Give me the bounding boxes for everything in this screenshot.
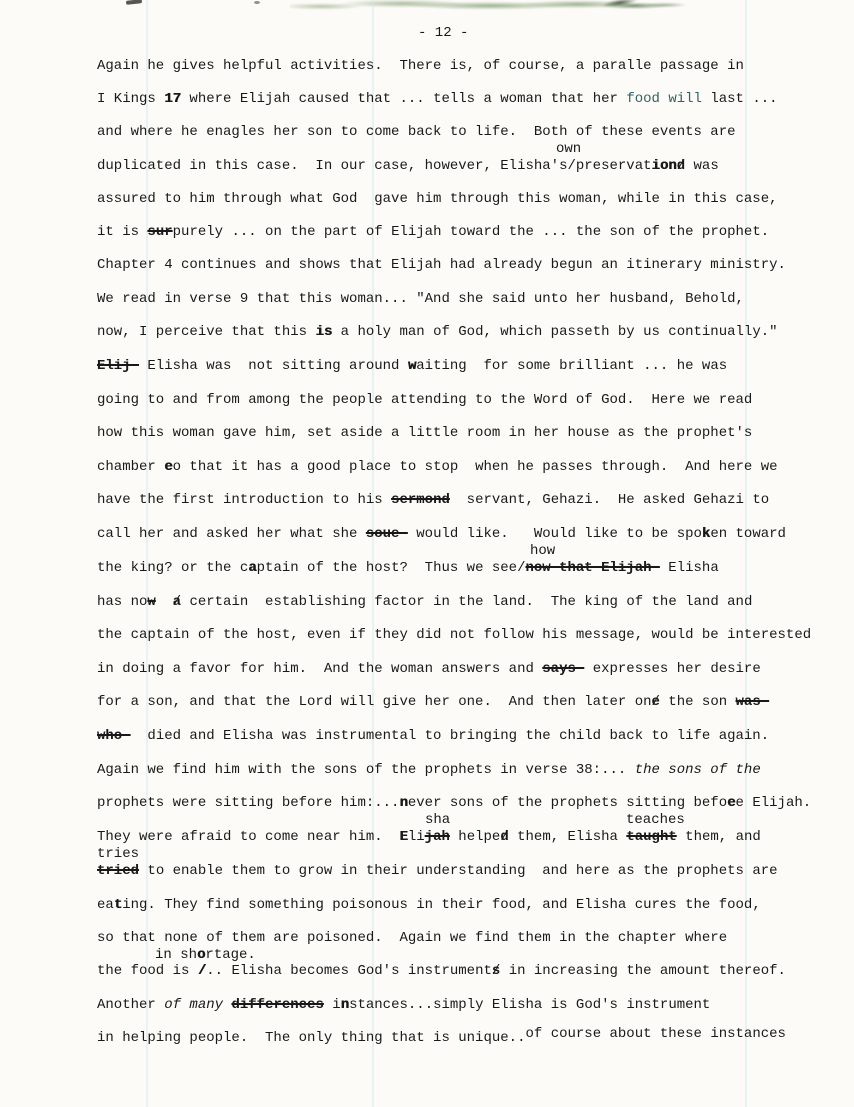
text-line bbox=[97, 930, 727, 947]
overtyped-text: t bbox=[113, 897, 123, 913]
text-segment: o that it has a good place to stop when he passes through. And here we bbox=[172, 459, 778, 475]
slashed-character: a / bbox=[173, 594, 181, 610]
text-segment: the food is bbox=[97, 963, 198, 979]
text-segment: chamber bbox=[97, 459, 165, 475]
text-segment: going to and from among the people attending to the Word of God. Here we read bbox=[97, 392, 753, 408]
text-line bbox=[97, 762, 761, 779]
text-line bbox=[97, 358, 727, 375]
text-segment: food will bbox=[626, 91, 702, 107]
scan-speck bbox=[254, 1, 260, 4]
text-line bbox=[97, 191, 778, 208]
text-line bbox=[97, 492, 769, 509]
text-line bbox=[97, 58, 744, 75]
overtyped-text: e bbox=[727, 795, 736, 811]
text-segment: tries bbox=[97, 846, 140, 862]
text-segment: now, I perceive that this bbox=[97, 324, 316, 340]
text-segment: prophets were sitting before him:... bbox=[97, 795, 400, 811]
text-segment: in doing a favor for him. And the woman answers and bbox=[97, 661, 543, 677]
text-segment: the king? or the c bbox=[97, 560, 249, 576]
struck-through-text: differences bbox=[231, 997, 324, 1013]
slashed-character: e / bbox=[652, 694, 660, 710]
text-segment: ea bbox=[97, 897, 114, 913]
overtyped-text: / bbox=[197, 963, 207, 979]
text-line bbox=[97, 963, 786, 980]
text-segment: aiting for some brilliant ... he was bbox=[416, 358, 728, 374]
text-segment: how this woman gave him, set aside a little room in her house as the prophet's bbox=[97, 425, 753, 441]
text-segment: They were afraid to come near him. bbox=[97, 829, 400, 845]
text-segment: how bbox=[530, 543, 556, 559]
overtyped-text: a bbox=[248, 560, 257, 576]
struck-through-text: sermond bbox=[391, 492, 450, 508]
struck-through-text: who- bbox=[97, 728, 131, 744]
inserted-correction-word bbox=[530, 543, 555, 560]
text-segment: them, Elisha bbox=[508, 829, 627, 845]
text-segment: a holy man of God, which passeth by us continually." bbox=[332, 324, 778, 340]
text-segment: purely ... on the part of Elijah toward the ... the son of the prophet. bbox=[172, 224, 770, 240]
text-line bbox=[97, 997, 710, 1014]
inserted-correction-word bbox=[97, 846, 139, 863]
text-segment: teaches bbox=[626, 812, 685, 828]
slashed-character: d / bbox=[677, 158, 685, 174]
text-line bbox=[97, 257, 786, 274]
text-line bbox=[97, 291, 744, 308]
text-segment: ptain of the host? Thus we see/ bbox=[256, 560, 526, 576]
inserted-correction-word bbox=[425, 812, 450, 829]
scan-streak-artifact bbox=[745, 0, 747, 1107]
overtyped-text: o bbox=[197, 947, 206, 963]
struck-through-text: taught bbox=[626, 829, 677, 845]
struck-through-text: says- bbox=[542, 661, 585, 677]
text-segment: rtage. bbox=[205, 947, 256, 963]
text-segment: Another bbox=[97, 997, 165, 1013]
overtyped-text: w bbox=[407, 358, 417, 374]
inserted-correction-word bbox=[155, 947, 256, 964]
text-line bbox=[97, 459, 778, 476]
text-line bbox=[97, 526, 786, 543]
text-segment: Elisha was not sitting around bbox=[139, 358, 408, 374]
struck-through-text: tried bbox=[97, 863, 140, 879]
text-segment: in sh bbox=[155, 947, 198, 963]
text-segment: Again he gives helpful activities. There is, of course, a paralle passage in bbox=[97, 58, 744, 74]
overtyped-text: n bbox=[399, 795, 408, 811]
text-line bbox=[97, 224, 769, 241]
struck-through-text: was- bbox=[735, 694, 770, 710]
page-number: - 12 - bbox=[418, 25, 469, 41]
text-segment: .. Elisha becomes God's instrument bbox=[206, 963, 492, 979]
text-line bbox=[97, 425, 752, 442]
text-segment: Chapter 4 continues and shows that Elijah had already begun an itinerary ministry. bbox=[97, 257, 786, 273]
text-line bbox=[97, 124, 736, 141]
text-line bbox=[97, 661, 761, 678]
text-segment: has no bbox=[97, 594, 148, 610]
inserted-correction-word bbox=[626, 812, 685, 829]
text-line bbox=[97, 91, 778, 108]
text-segment: assured to him through what God gave him through this woman, while in this case, bbox=[97, 191, 778, 207]
slashed-character: d / bbox=[500, 829, 508, 845]
text-segment: was bbox=[685, 158, 719, 174]
text-line bbox=[97, 627, 811, 644]
text-segment: Elisha bbox=[659, 560, 719, 576]
slashed-character: s / bbox=[492, 963, 500, 979]
text-segment bbox=[156, 594, 173, 610]
text-line bbox=[97, 795, 811, 812]
text-segment: and where he enagles her son to come back to life. Both of these events are bbox=[97, 124, 736, 140]
overtyped-text: ion bbox=[651, 158, 677, 174]
text-segment: died and Elisha was instrumental to bringing the child back to life again. bbox=[130, 728, 770, 744]
inserted-correction-word bbox=[556, 141, 581, 158]
text-line bbox=[97, 1026, 786, 1047]
text-segment: stances...simply Elisha is God's instrument bbox=[349, 997, 711, 1013]
text-segment: in increasing the amount thereof. bbox=[500, 963, 786, 979]
text-segment: We read in verse 9 that this woman... "And she said unto her husband, Behold, bbox=[97, 291, 744, 307]
text-segment: ever sons of the prophets sitting befo bbox=[407, 795, 728, 811]
text-line bbox=[97, 594, 752, 611]
struck-through-text: Elij- bbox=[97, 358, 140, 374]
text-segment: of course about these instances bbox=[525, 1026, 786, 1042]
text-segment: the son bbox=[659, 694, 736, 710]
text-segment: would like. Would like to be spo bbox=[407, 526, 702, 542]
text-segment: own bbox=[556, 141, 582, 157]
text-segment: for a son, and that the Lord will give her one. And then later on bbox=[97, 694, 652, 710]
overtyped-text: k bbox=[701, 526, 711, 542]
text-segment: li bbox=[407, 829, 425, 845]
text-segment: e Elijah. bbox=[735, 795, 812, 811]
text-segment: have the first introduction to his bbox=[97, 492, 392, 508]
text-segment: i bbox=[323, 997, 341, 1013]
struck-through-text: soue- bbox=[365, 526, 408, 542]
text-line bbox=[97, 560, 719, 577]
text-segment: Again we find him with the sons of the prophets in verse 38:... bbox=[97, 762, 627, 778]
overtyped-text: is bbox=[315, 324, 333, 340]
text-line bbox=[97, 728, 769, 745]
text-segment: so that none of them are poisoned. Again we find them in the chapter where bbox=[97, 930, 728, 946]
text-segment: helpe bbox=[449, 829, 501, 845]
text-segment: duplicated in this case. In our case, however, Elisha's/preservat bbox=[97, 158, 652, 174]
text-line bbox=[97, 897, 761, 914]
text-line bbox=[97, 829, 761, 846]
text-segment: in helping people. The only thing that is unique.. bbox=[97, 1030, 526, 1046]
struck-through-text: sur bbox=[147, 224, 173, 240]
struck-through-text: jah bbox=[424, 829, 450, 845]
text-segment: of many bbox=[164, 997, 224, 1013]
text-segment: where Elijah caused that ... tells a woman that her bbox=[181, 91, 627, 107]
text-segment: expresses her desire bbox=[584, 661, 761, 677]
text-line bbox=[97, 324, 778, 341]
overtyped-text: n bbox=[340, 997, 350, 1013]
overtyped-text: e bbox=[164, 459, 173, 475]
text-line bbox=[97, 863, 778, 880]
text-segment: ing. They find something poisonous in their food, and Elisha cures the food, bbox=[122, 897, 761, 913]
text-line bbox=[97, 158, 719, 175]
text-line bbox=[97, 694, 769, 711]
scan-smudge-artifact bbox=[290, 0, 690, 12]
text-segment: call her and asked her what she bbox=[97, 526, 366, 542]
text-segment: the captain of the host, even if they did not follow his message, would be interested bbox=[97, 627, 812, 643]
overtyped-text: E bbox=[399, 829, 408, 845]
struck-through-text: now-that-Elijah- bbox=[525, 560, 660, 576]
text-segment: certain establishing factor in the land. The king of the land and bbox=[181, 594, 753, 610]
text-segment: servant, Gehazi. He asked Gehazi to bbox=[449, 492, 770, 508]
text-segment: last ... bbox=[701, 91, 778, 107]
text-segment: to enable them to grow in their understanding and here as the prophets are bbox=[139, 863, 778, 879]
scan-speck bbox=[126, 0, 142, 5]
text-segment: them, and bbox=[676, 829, 761, 845]
text-segment: the sons of the bbox=[626, 762, 761, 778]
text-line bbox=[97, 392, 752, 409]
text-segment: sha bbox=[425, 812, 451, 828]
struck-through-text: w bbox=[147, 594, 156, 610]
text-segment: I Kings bbox=[97, 91, 165, 107]
overtyped-text: 17 bbox=[164, 91, 182, 107]
text-segment: en toward bbox=[710, 526, 786, 542]
text-segment: it is bbox=[97, 224, 148, 240]
